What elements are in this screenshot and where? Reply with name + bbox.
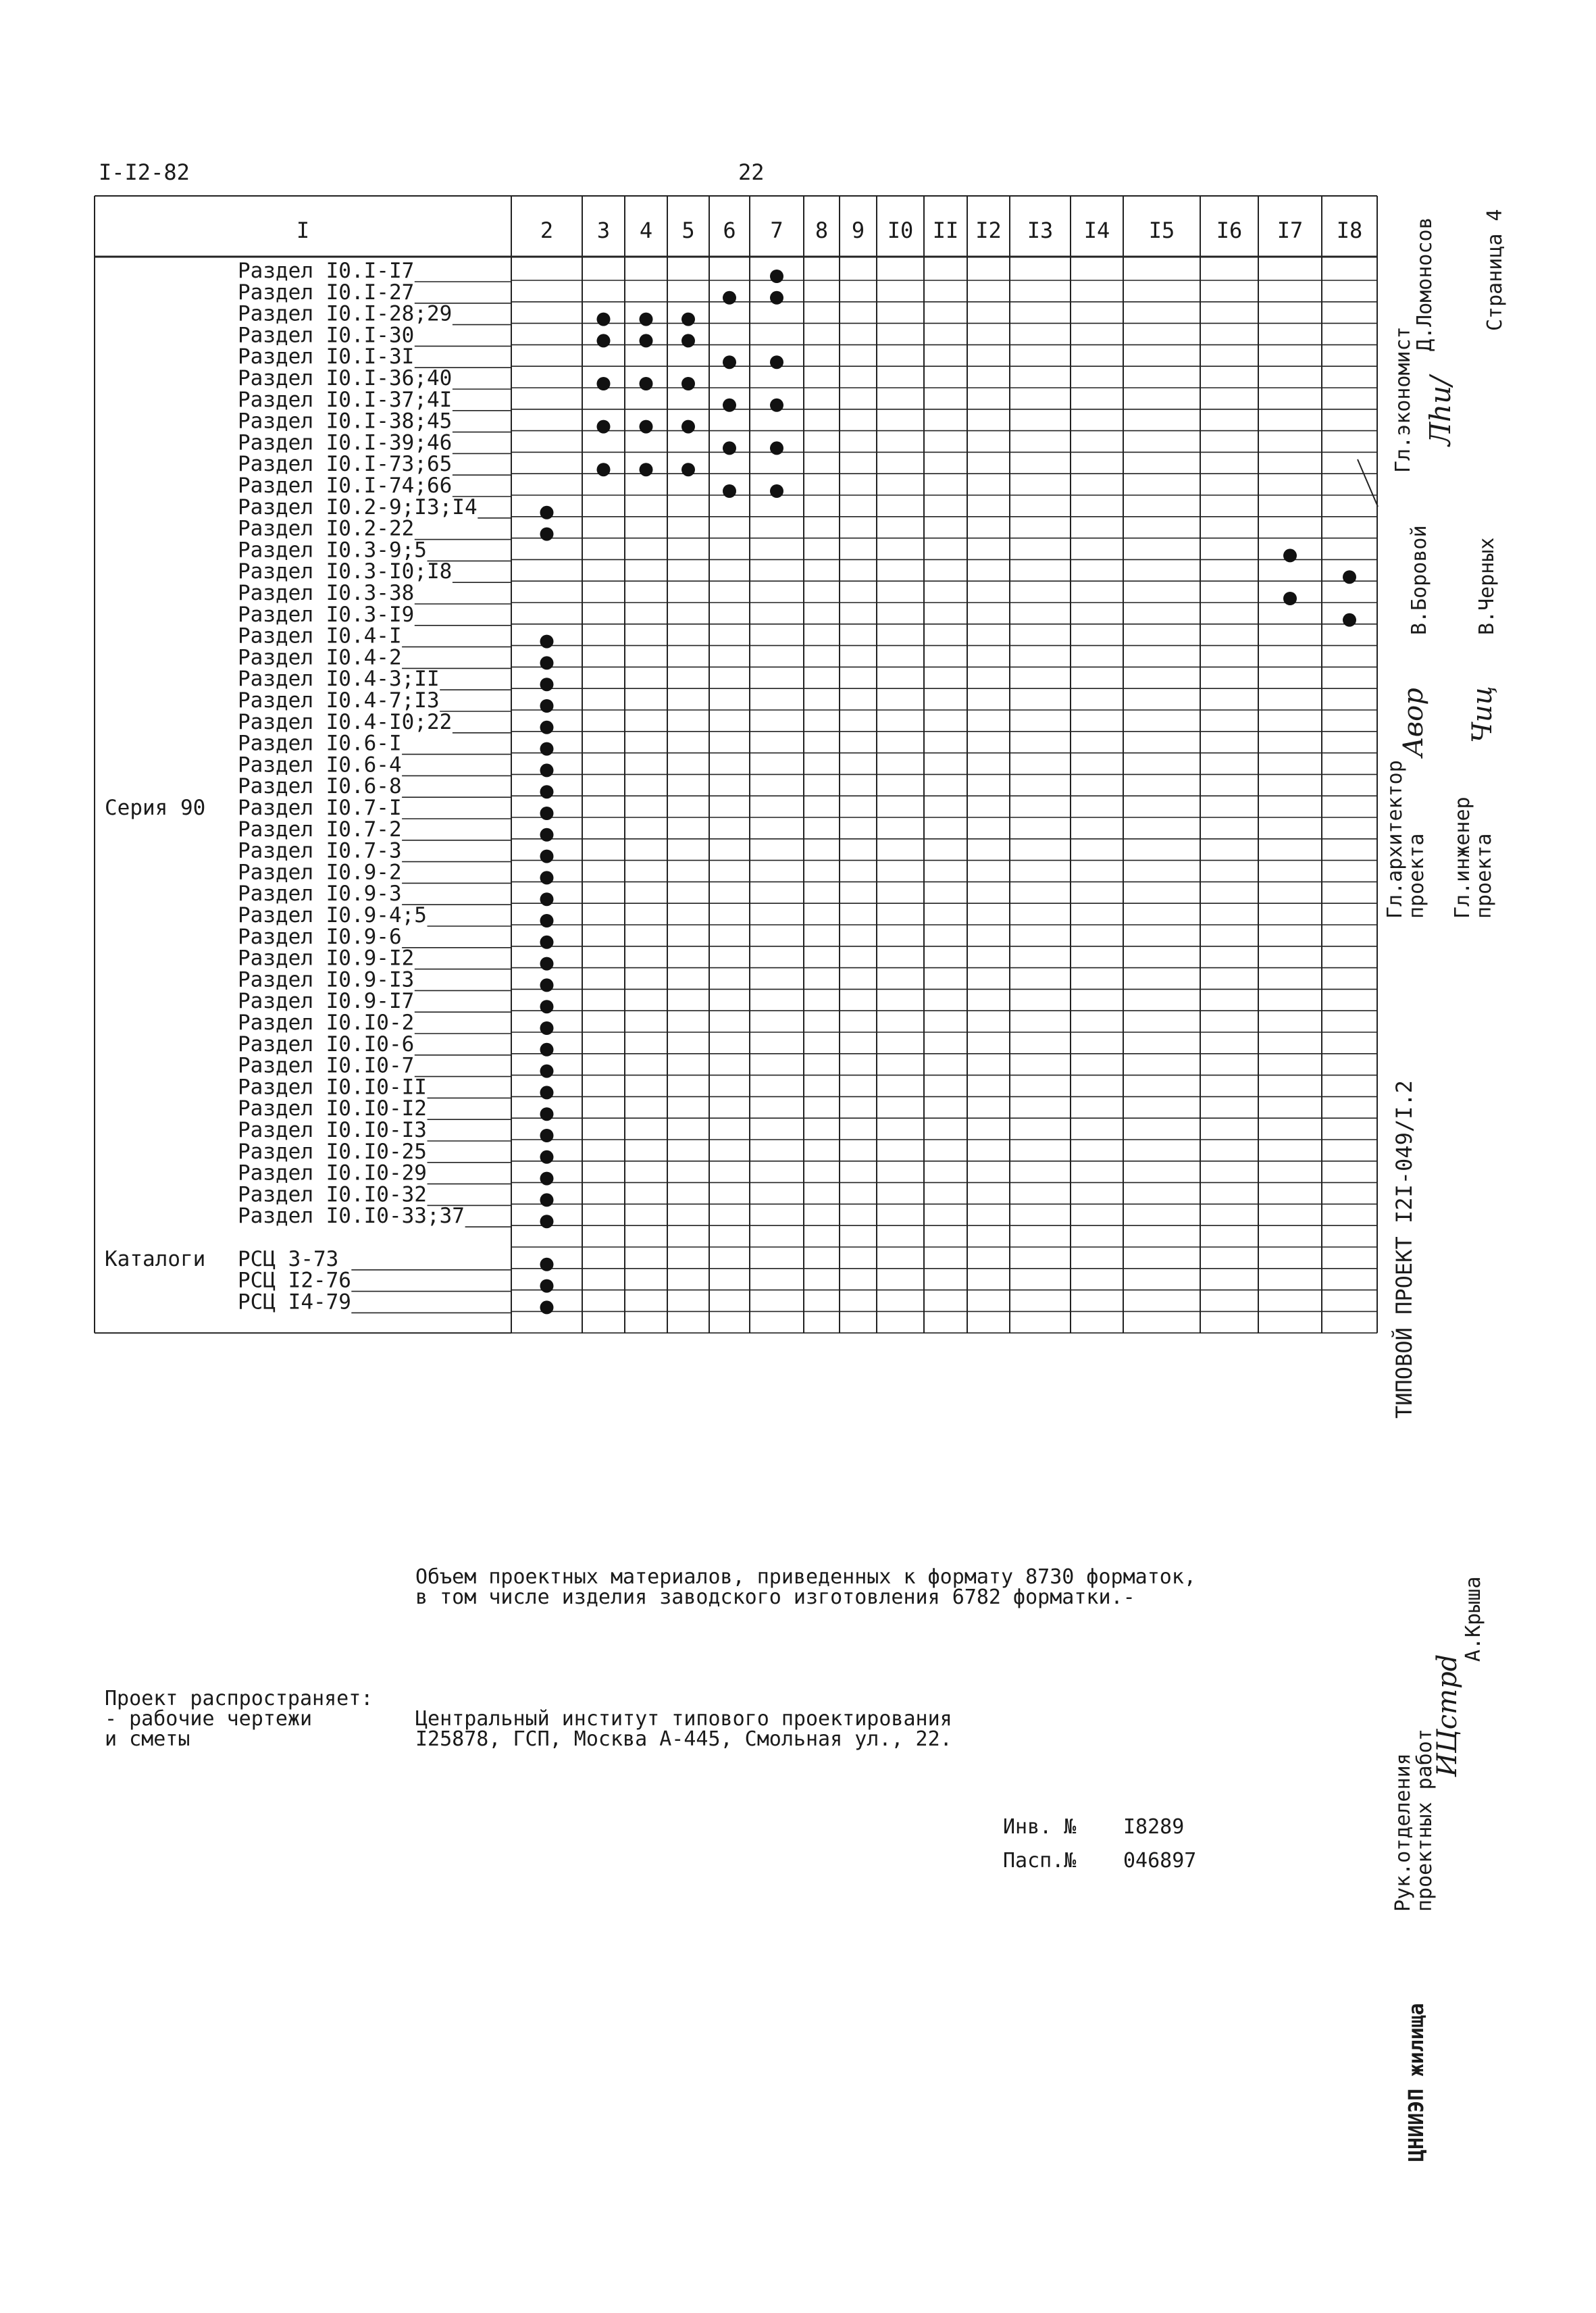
row-mark-dot (540, 1258, 554, 1271)
row-label: Раздел I0.I0-29 (238, 1161, 427, 1186)
column-header: 4 (639, 218, 653, 243)
row-mark-dot (1343, 570, 1356, 584)
inventory-label: Инв. № (1003, 1815, 1077, 1839)
row-mark-dot (540, 871, 554, 884)
row-mark-dot (723, 355, 736, 369)
row-mark-dot (681, 420, 695, 434)
column-header: 6 (723, 218, 736, 243)
row-label: Раздел I0.I0-II (238, 1075, 427, 1100)
row-label: Раздел I0.I-74;66 (238, 474, 453, 498)
row-mark-dot (540, 1043, 554, 1057)
engineer-signature: Чuц (1467, 686, 1498, 743)
distributes-item-2: и сметы (105, 1727, 190, 1751)
row-label: Раздел I0.4-2 (238, 645, 402, 670)
signature-stroke (1358, 459, 1378, 507)
row-mark-dot (770, 291, 783, 305)
row-label: Раздел I0.I0-I2 (238, 1096, 427, 1121)
row-mark-dot (1343, 613, 1356, 627)
row-label: Раздел I0.4-3;II (238, 667, 440, 692)
row-mark-dot (1283, 592, 1297, 605)
engineer-title-2: проекта (1472, 833, 1496, 919)
economist-title: Гл.экономист (1391, 326, 1415, 473)
row-mark-dot (540, 1086, 554, 1099)
economist-name: Д.Ломоносов (1413, 217, 1437, 351)
row-mark-dot (540, 528, 554, 541)
column-header: 9 (851, 218, 865, 243)
row-label: Раздел I0.6-8 (238, 774, 402, 799)
row-label: Раздел I0.3-I9 (238, 602, 415, 627)
architect-signature: Aвoр (1398, 688, 1429, 757)
engineer-title-1: Гл.инженер (1451, 796, 1474, 919)
page-number: 22 (738, 159, 765, 185)
row-label: Раздел I0.6-I (238, 731, 402, 756)
row-label: Раздел I0.I-38;45 (238, 409, 453, 434)
row-mark-dot (597, 313, 611, 326)
row-mark-dot (640, 420, 653, 434)
column-header: I6 (1216, 218, 1243, 243)
column-header: I0 (887, 218, 914, 243)
architect-name: В.Боровой (1408, 525, 1431, 635)
column-header: 5 (681, 218, 695, 243)
row-label: Раздел I0.4-I0;22 (238, 709, 453, 734)
row-mark-dot (540, 1300, 554, 1314)
distributes-item-1: - рабочие чертежи (105, 1707, 313, 1731)
row-mark-dot (770, 399, 783, 412)
row-label: РСЦ I4-79 (238, 1290, 351, 1315)
row-mark-dot (540, 678, 554, 691)
row-label: Раздел I0.I0-2 (238, 1011, 415, 1035)
column-header: II (932, 218, 959, 243)
inventory-number: I8289 (1123, 1815, 1185, 1839)
row-mark-dot (723, 484, 736, 498)
row-label: Раздел I0.I-30 (238, 323, 415, 348)
row-mark-dot (681, 313, 695, 326)
row-mark-dot (540, 1279, 554, 1293)
row-mark-dot (640, 377, 653, 390)
row-mark-dot (540, 635, 554, 649)
volume-note-line-1: Объем проектных материалов, приведенных к формату 8730 форматок, (415, 1565, 1196, 1589)
row-mark-dot (540, 892, 554, 906)
row-mark-dot (723, 441, 736, 455)
row-mark-dot (640, 463, 653, 476)
column-header: 7 (770, 218, 783, 243)
document-code: I-I2-82 (99, 159, 190, 185)
row-mark-dot (597, 334, 611, 347)
distributes-title: Проект распространяет: (105, 1687, 374, 1710)
row-label: Раздел I0.I-37;4I (238, 387, 453, 412)
column-header: I2 (975, 218, 1002, 243)
row-mark-dot (540, 506, 554, 519)
row-label: Раздел I0.I-3I (238, 345, 415, 370)
row-label: Раздел I0.I-28;29 (238, 301, 453, 326)
row-label: Раздел I0.7-3 (238, 838, 402, 863)
row-label: Раздел I0.9-2 (238, 860, 402, 885)
row-mark-dot (681, 334, 695, 347)
row-mark-dot (540, 1150, 554, 1164)
row-mark-dot (540, 1021, 554, 1035)
institute-name: ЦНИИЭП жилища (1405, 2003, 1428, 2162)
project-code: ТИПОВОЙ ПРОЕКТ I2I-049/I.2 (1391, 1080, 1417, 1419)
row-label: Раздел I0.7-2 (238, 817, 402, 842)
row-mark-dot (770, 270, 783, 283)
dept-head-title-1: Рук.отделения (1391, 1753, 1415, 1912)
group-label: Каталоги (105, 1246, 206, 1271)
row-mark-dot (540, 978, 554, 992)
row-mark-dot (770, 484, 783, 498)
row-mark-dot (770, 355, 783, 369)
row-mark-dot (723, 399, 736, 412)
row-label: Раздел I0.2-22 (238, 516, 415, 541)
row-label: Раздел I0.3-38 (238, 581, 415, 605)
row-mark-dot (540, 828, 554, 842)
row-label: Раздел I0.3-9;5 (238, 538, 427, 563)
row-label: Раздел I0.9-I7 (238, 989, 415, 1014)
row-label: Раздел I0.I-I7 (238, 259, 415, 283)
row-mark-dot (540, 914, 554, 927)
column-header: I3 (1027, 218, 1054, 243)
row-mark-dot (540, 807, 554, 820)
row-mark-dot (540, 1215, 554, 1228)
column-header: 8 (815, 218, 829, 243)
row-mark-dot (540, 785, 554, 798)
volume-note-line-2: в том числе изделия заводского изготовления 6782 форматки.- (415, 1585, 1135, 1609)
architect-title-1: Гл.архитектор (1383, 760, 1407, 919)
row-mark-dot (540, 1129, 554, 1142)
dept-head-title-2: проектных работ (1413, 1729, 1437, 1912)
row-label: Раздел I0.I0-32 (238, 1182, 427, 1207)
row-label: РСЦ 3-73 (238, 1246, 339, 1271)
row-mark-dot (540, 699, 554, 713)
row-mark-dot (597, 377, 611, 390)
economist-signature: Лhu/ (1424, 376, 1457, 446)
row-mark-dot (681, 377, 695, 390)
row-mark-dot (723, 291, 736, 305)
row-label: Раздел I0.2-9;I3;I4 (238, 494, 478, 519)
group-label: Серия 90 (105, 796, 206, 820)
column-header: 3 (596, 218, 611, 243)
dept-head-signature: ИЦcтрd (1432, 1654, 1463, 1777)
row-label: Раздел I0.I0-7 (238, 1053, 415, 1078)
row-label: Раздел I0.9-4;5 (238, 903, 427, 927)
row-mark-dot (540, 721, 554, 734)
row-label: Раздел I0.9-I2 (238, 946, 415, 971)
row-label: Раздел I0.I0-25 (238, 1139, 427, 1164)
row-mark-dot (540, 850, 554, 863)
row-mark-dot (640, 313, 653, 326)
row-mark-dot (597, 420, 611, 434)
column-header: I (296, 218, 310, 243)
row-label: Раздел I0.7-I (238, 796, 402, 820)
column-header: 2 (540, 218, 554, 243)
row-mark-dot (770, 441, 783, 455)
column-header: I4 (1083, 218, 1110, 243)
row-label: Раздел I0.3-I0;I8 (238, 559, 453, 584)
row-label: Раздел I0.I-73;65 (238, 452, 453, 477)
row-label: РСЦ I2-76 (238, 1268, 351, 1293)
row-label: Раздел I0.I-36;40 (238, 366, 453, 390)
row-label: Раздел I0.I-27 (238, 280, 415, 305)
row-label: Раздел I0.I0-33;37 (238, 1204, 465, 1229)
row-mark-dot (540, 957, 554, 971)
engineer-name: В.Черных (1475, 537, 1499, 635)
row-label: Раздел I0.9-I3 (238, 967, 415, 992)
row-label: Раздел I0.I0-I3 (238, 1118, 427, 1142)
row-label: Раздел I0.9-3 (238, 882, 402, 907)
distributor-line-2: I25878, ГСП, Москва А-445, Смольная ул., 22. (415, 1727, 952, 1751)
row-mark-dot (540, 1000, 554, 1013)
row-mark-dot (681, 463, 695, 476)
column-header: I8 (1336, 218, 1363, 243)
row-mark-dot (597, 463, 611, 476)
row-mark-dot (540, 936, 554, 949)
row-label: Раздел I0.4-I (238, 624, 402, 649)
column-header: I7 (1277, 218, 1304, 243)
page-label: Страница 4 (1483, 209, 1507, 331)
row-mark-dot (540, 1172, 554, 1186)
row-mark-dot (540, 742, 554, 756)
passport-number: 046897 (1123, 1849, 1197, 1873)
row-mark-dot (540, 1107, 554, 1121)
column-header: I5 (1148, 218, 1175, 243)
row-mark-dot (540, 656, 554, 669)
row-mark-dot (540, 763, 554, 777)
row-mark-dot (640, 334, 653, 347)
row-label: Раздел I0.4-7;I3 (238, 688, 440, 713)
row-mark-dot (540, 1065, 554, 1078)
dept-head-name: А.Крыша (1462, 1576, 1485, 1662)
row-label: Раздел I0.9-6 (238, 924, 402, 949)
distributor-line-1: Центральный институт типового проектирования (415, 1707, 952, 1731)
passport-label: Пасп.№ (1003, 1849, 1077, 1873)
row-mark-dot (540, 1193, 554, 1206)
row-label: Раздел I0.I0-6 (238, 1032, 415, 1057)
row-label: Раздел I0.6-4 (238, 753, 402, 778)
row-label: Раздел I0.I-39;46 (238, 430, 453, 455)
architect-title-2: проекта (1405, 833, 1428, 919)
row-mark-dot (1283, 549, 1297, 562)
